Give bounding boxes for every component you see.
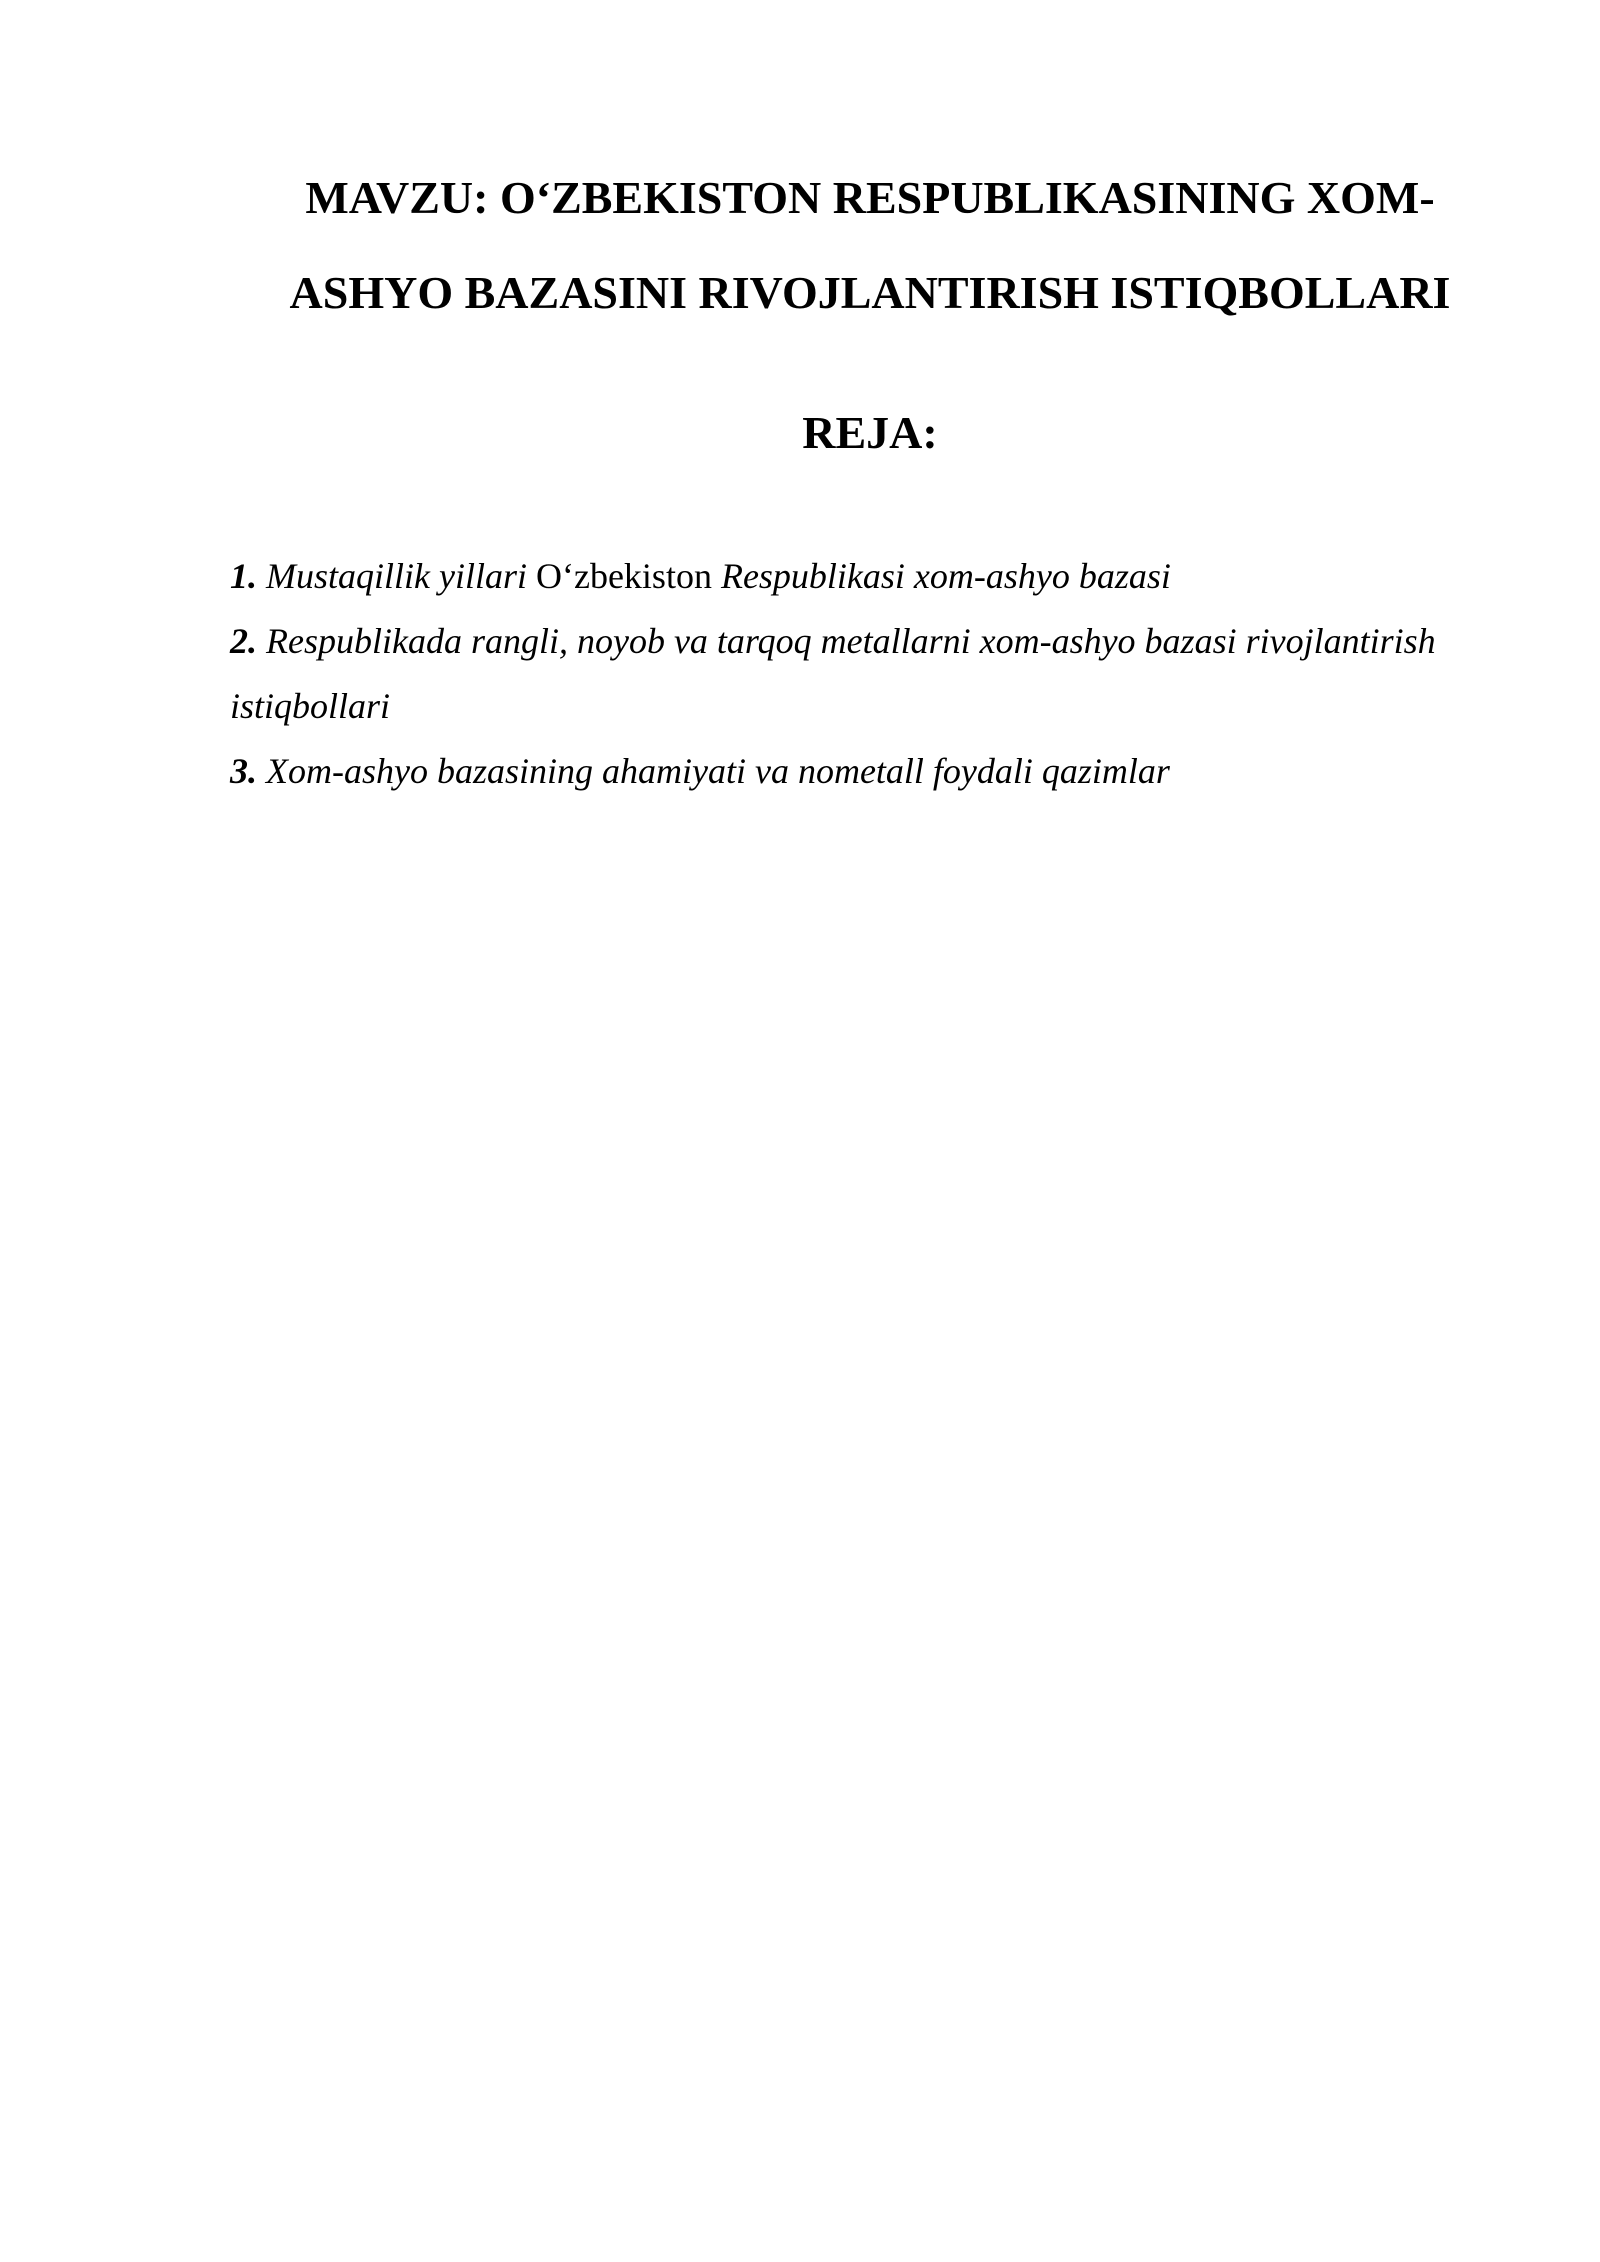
plan-item-text: Respublikada rangli, noyob va tarqoq metallarni xom-ashyo bazasi rivojlantirish istiqbollari [230, 621, 1436, 726]
plan-item-1 [230, 544, 1530, 609]
title-line-2: ASHYO BAZASINI RIVOJLANTIRISH ISTIQBOLLARI [289, 267, 1451, 318]
plan-item-2 [230, 609, 1530, 739]
plan-item-text-upright: O‘zbekiston [535, 556, 712, 596]
document-title [230, 150, 1510, 340]
plan-item-text: Mustaqillik yillari [257, 556, 536, 596]
plan-item-3 [230, 739, 1530, 804]
plan-item-number: 3. [230, 751, 257, 791]
plan-item-text: Xom-ashyo bazasining ahamiyati va nometall foydali qazimlar [257, 751, 1170, 791]
plan-item-number: 1. [230, 556, 257, 596]
plan-list [230, 544, 1530, 804]
plan-item-number: 2. [230, 621, 257, 661]
plan-item-text: Respublikasi xom-ashyo bazasi [711, 556, 1171, 596]
title-line-1: MAVZU: O‘ZBEKISTON RESPUBLIKASINING XOM- [305, 172, 1435, 223]
plan-heading: REJA: [802, 407, 938, 458]
